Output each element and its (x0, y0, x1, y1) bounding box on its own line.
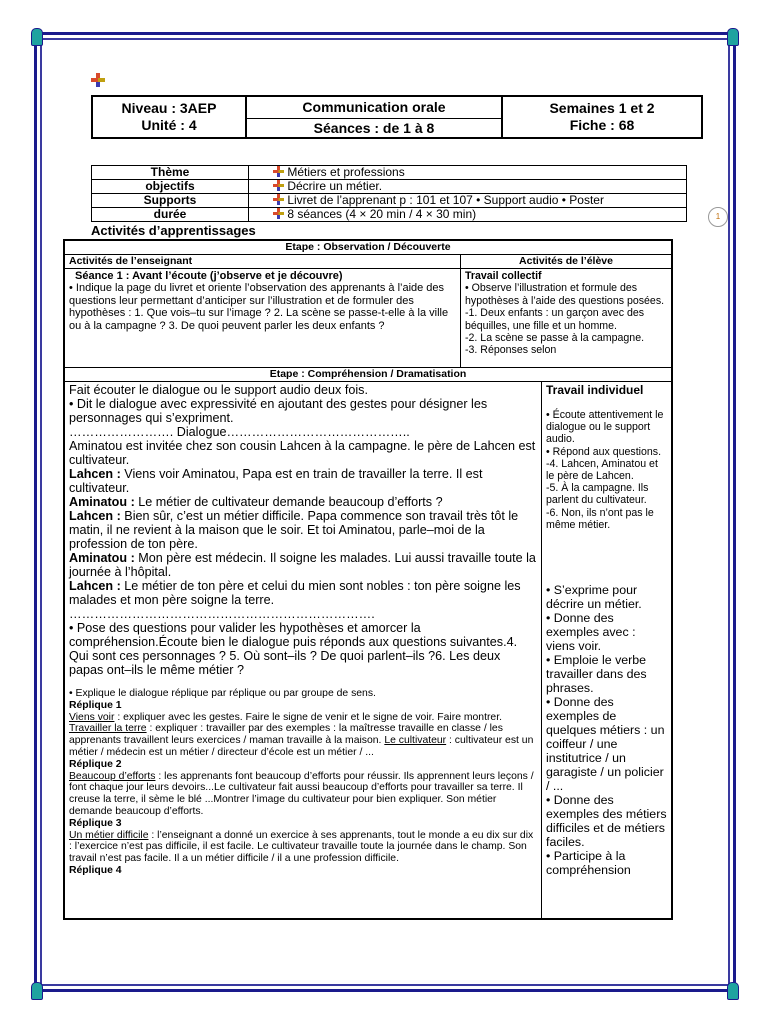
eleve-line: • Donne des exemples de quelques métiers : un coiffeur / une institutrice / un garagiste / un policier / ... (546, 695, 665, 794)
corner-ornament (31, 982, 43, 1000)
info-value: Livret de l’apprenant p : 101 et 107 • Support audio • Poster (249, 194, 687, 208)
fiche-label: Fiche : 68 (569, 117, 635, 133)
col-eleve: Activités de l’élève (519, 255, 613, 267)
eleve-line: • Écoute attentivement le dialogue ou le support audio. (546, 409, 664, 446)
eleve-line: -2. La scène se passe à la campagne. (465, 332, 645, 345)
eleve-line: • Emploie le verbe travailler dans des phrases. (546, 653, 647, 696)
seance1-title: Séance 1 : Avant l’écoute (j’observe et je découvre) (75, 270, 343, 282)
section-title: Activités d’apprentissages (91, 223, 256, 238)
unite-label: Unité : 4 (141, 117, 197, 133)
replique2-title: Réplique 2 (69, 758, 122, 770)
eleve-line: -5. À la campagne. Ils parlent du cultivateur. (546, 482, 649, 507)
activities-table (63, 239, 673, 920)
info-label: objectifs (92, 180, 249, 194)
info-value: Décrire un métier. (249, 180, 687, 194)
replique4-title: Réplique 4 (69, 864, 122, 876)
eleve-line: -3. Réponses selon (465, 344, 557, 357)
corner-ornament (31, 28, 43, 46)
corner-ornament (727, 982, 739, 1000)
info-label: Thème (92, 166, 249, 180)
replique2-text: Beaucoup d’efforts : les apprenants font beaucoup d’efforts pour réussir. Ils apprennent leurs leçons / font chaque jour leurs devoirs...Le cultivateur fait aussi beaucoup d’efforts pour travailler sa terre. Il creuse la terre, il sème le blé ...Montrer l’image du cultivateur pour bien expliquer. Son métier demande beaucoup d’efforts. (69, 770, 534, 817)
info-value: 8 séances (4 × 20 min / 4 × 30 min) (249, 208, 687, 222)
header-table (91, 95, 703, 139)
seances-label: Séances : de 1 à 8 (246, 119, 502, 139)
info-row (92, 208, 687, 222)
replique1-title: Réplique 1 (69, 699, 122, 711)
seance1-row (65, 269, 671, 368)
comprehension-row (65, 382, 671, 918)
dialogue-line: Aminatou : Mon père est médecin. Il soigne les malades. Lui aussi travaille toute la journée à l’hôpital. (69, 551, 536, 579)
info-row (92, 166, 687, 180)
eleve-line: • Répond aux questions. (546, 445, 662, 458)
info-row (92, 194, 687, 208)
info-label: Supports (92, 194, 249, 208)
replique3-title: Réplique 3 (69, 817, 122, 829)
replique3-text: Un métier difficile : l’enseignant a donné un exercice à ses apprenants, tout le monde a eu dix sur dix : l’exercice n’est pas difficile, il est facile. Le cultivateur travaille toute la journée dans le champ. Son travail n’est pas facile. Il a un métier difficile / il a une profession difficile. (69, 829, 534, 865)
travail-individuel-title: Travail individuel (546, 383, 644, 397)
cross-bullet-icon (273, 194, 284, 205)
column-headers (65, 255, 671, 269)
eleve-line: -4. Lahcen, Aminatou et le père de Lahcen. (546, 457, 658, 483)
eleve-line: -6. Non, ils n’ont pas le même métier. (546, 506, 654, 531)
dialogue-line: Lahcen : Bien sûr, c’est un métier difficile. Papa commence son travail très tôt le matin, il ne revient à la maison que le soir. Et toi Aminatou, parle–moi de la profession de ton père. (69, 509, 519, 551)
eleve-line: • Observe l’illustration et formule des hypothèses à l’aide des questions posées. (465, 282, 665, 307)
cross-bullet-icon (273, 180, 284, 191)
explique-text: • Explique le dialogue réplique par réplique ou par groupe de sens. (69, 688, 376, 699)
info-value: Métiers et professions (249, 166, 687, 180)
semaines-label: Semaines 1 et 2 (549, 100, 655, 116)
dialogue-line: Aminatou : Le métier de cultivateur demande beaucoup d’efforts ? (69, 495, 443, 509)
etape-observation-title: Etape : Observation / Découverte (65, 241, 671, 255)
dialogue-line: Lahcen : Viens voir Aminatou, Papa est en train de travailler la terre. Il est cultivateur. (69, 467, 483, 495)
eleve-line: • S’exprime pour décrire un métier. (546, 583, 642, 612)
dit-text: • Dit le dialogue avec expressivité en ajoutant des gestes pour désigner les personnages qui s’expriment. (69, 397, 488, 425)
cross-bullet-icon (273, 166, 284, 177)
bullet-cross-icon (91, 73, 105, 87)
info-table (91, 165, 687, 222)
eleve-line: • Participe à la compréhension (546, 849, 631, 878)
eleve-line: • Donne des exemples avec : viens voir. (546, 611, 636, 654)
col-enseignant: Activités de l’enseignant (65, 255, 461, 268)
etape-comprehension-title: Etape : Compréhension / Dramatisation (65, 368, 671, 382)
page-number-badge: 1 (708, 207, 728, 227)
narration-text: Aminatou est invitée chez son cousin Lahcen à la campagne. le père de Lahcen est cultivateur. (69, 439, 536, 467)
pose-questions-text: • Pose des questions pour valider les hypothèses et amorcer la compréhension.Écoute bien le dialogue puis réponds aux questions suivantes.4. Qui sont ces personnages ? 5. Où sont–ils ? De quoi parlent–ils ?6. Les deux papas ont–ils le même métier ? (69, 621, 518, 677)
dialogue-line: Lahcen : Le métier de ton père et celui du mien sont nobles : ton père soigne les malades et mon père soigne la terre. (69, 579, 521, 607)
eleve-line: -1. Deux enfants : un garçon avec des béquilles, une fille et un homme. (465, 307, 645, 332)
communication-title: Communication orale (246, 96, 502, 119)
seance1-text: • Indique la page du livret et oriente l’observation des apprenants à l’aide des questions leur permettant d’anticiper sur l’illustration et de formuler des hypothèses : 1. Que vois–tu sur l’image ? 2. La scène se passe-t-elle à la ville ou à la campagne ? 3. De quoi peuvent parler les deux enfants ? (69, 282, 449, 332)
intro-text: Fait écouter le dialogue ou le support audio deux fois. (69, 383, 368, 397)
replique1-text: Viens voir : expliquer avec les gestes. Faire le signe de venir et le signe de voir. Faire montrer. Travailler la terre : expliquer : travailler par des exemples : la maîtresse travaille en classe / les apprenants travaillent leurs exercices / maman travaille à la maison. Le cultivateur : cultivateur est un métier / médecin est un métier / directeur d’école est un métier / ... (69, 711, 534, 758)
info-label: durée (92, 208, 249, 222)
corner-ornament (727, 28, 739, 46)
cross-bullet-icon (273, 208, 284, 219)
travail-collectif-title: Travail collectif (465, 270, 542, 282)
info-row (92, 180, 687, 194)
niveau-label: Niveau : 3AEP (121, 100, 217, 116)
dialogue-end-separator: ………………………………………………………………. (69, 607, 375, 621)
eleve-line: • Donne des exemples des métiers difficiles et de métiers faciles. (546, 793, 667, 850)
dialogue-separator: ……………………. Dialogue…………………………………….. (69, 425, 410, 439)
